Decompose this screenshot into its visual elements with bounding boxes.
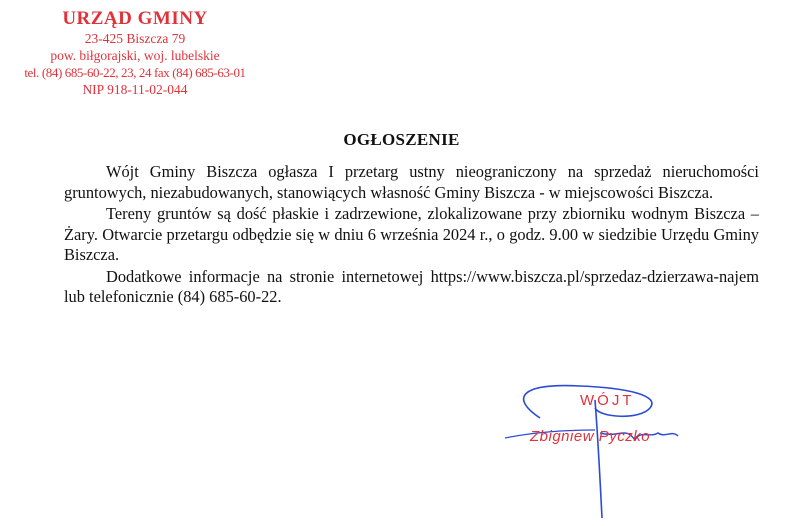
signature-stroke-stem [595, 400, 602, 518]
stamp-address: 23-425 Biszcza 79 [84, 31, 186, 46]
handwritten-signature [500, 378, 800, 526]
paragraph-contact: Dodatkowe informacje na stronie internetowej https://www.biszcza.pl/sprzedaz-dzierzawa-najem lub telefonicznie (84) 685-60-22. [64, 266, 759, 306]
stamp-nip: NIP 918-11-02-044 [82, 82, 188, 97]
stamp-phone: tel. (84) 685-60-22, 23, 24 fax (84) 685-63-01 [24, 65, 246, 80]
announcement-body [64, 162, 759, 309]
signature-title: WÓJT [580, 392, 635, 409]
stamp-office-name: URZĄD GMINY [62, 8, 208, 29]
signature-block [500, 378, 800, 526]
paragraph-intro: Wójt Gminy Biszcza ogłasza I przetarg ustny nieograniczony na sprzedaż nieruchomości gruntowych, niezabudowanych, stanowiących własność Gminy Biszcza - w miejscowości Biszcza. [64, 162, 759, 202]
signature-name: Zbigniew Pyczko [530, 428, 651, 445]
stamp-district: pow. biłgorajski, woj. lubelskie [50, 48, 220, 63]
office-stamp [4, 8, 266, 98]
paragraph-details: Tereny gruntów są dość płaskie i zadrzewione, zlokalizowane przy zbiorniku wodnym Biszcza – Żary. Otwarcie przetargu odbędzie się w dniu 6 września 2024 r., o godz. 9.00 w siedzibie Urzędu Gminy Biszcza. [64, 204, 759, 264]
document-title: OGŁOSZENIE [343, 130, 460, 149]
